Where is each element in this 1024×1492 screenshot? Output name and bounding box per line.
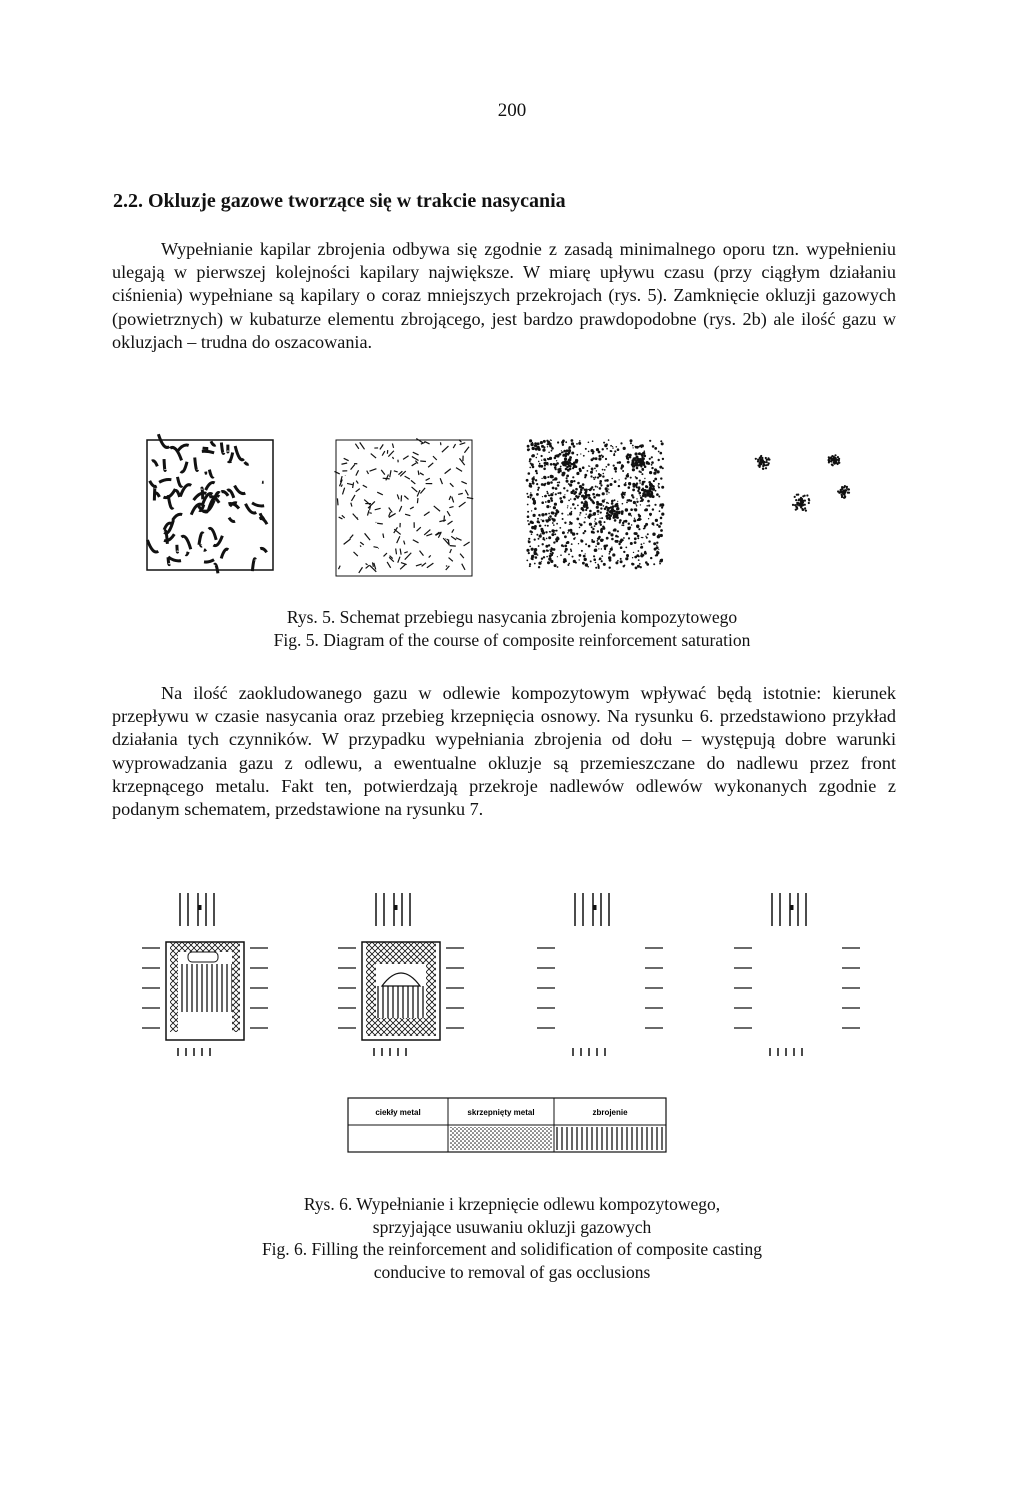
fig6-stage-2	[338, 893, 464, 1056]
paragraph-2	[112, 682, 896, 821]
fig6-stage-3	[537, 893, 663, 1056]
fig6-stage-1	[142, 893, 268, 1056]
page-number: 200	[497, 100, 527, 121]
legend-liquid-metal: ciekły metal	[375, 1108, 421, 1117]
figure-6-caption-pl-1: Rys. 6. Wypełnianie i krzepnięcie odlewu kompozytowego,	[303, 1194, 721, 1214]
figure-6-caption	[0, 1193, 1024, 1283]
figure-6-caption-en-1: Fig. 6. Filling the reinforcement and solidification of composite casting	[261, 1239, 763, 1259]
paragraph-1-text: Wypełnianie kapilar zbrojenia odbywa się zgodnie z zasadą minimalnego oporu tzn. wypełnieniu ulegają w pierwszej kolejności kapilary największe. W miarę upływu czasu (przy ciągłym działaniu ciśnienia) wypełniane są kapilary o coraz mniejszych przekrojach (rys. 5). Zamknięcie okluzji gazowych (powietrznych) w kubaturze elementu zbrojącego, jest bardzo prawdopodobne (rys. 2b) ale ilość gazu w okluzjach – trudna do oszacowania.	[112, 239, 896, 352]
section-heading: 2.2. Okluzje gazowe tworzące się w trakcie nasycania	[113, 190, 566, 212]
figure-5-caption	[0, 606, 1024, 651]
fig6-stage-4	[734, 893, 860, 1056]
figure-6-caption-en-2: conducive to removal of gas occlusions	[373, 1261, 651, 1282]
legend-solidified-metal: skrzepnięty metal	[467, 1108, 535, 1117]
paragraph-2-text: Na ilość zaokludowanego gazu w odlewie kompozytowym wpływać będą istotnie: kierunek przepływu w czasie nasycania oraz przebieg krzepnięcia osnowy. Na rysunku 6. przedstawiono przykład działania tych czynników. W przypadku wypełniania zbrojenia od dołu – występują dobre warunki wyprowadzania gazu z odlewu, a ewentualne okluzje są przemieszczane do nadlewu przez front krzepnącego metalu. Fakt ten, potwierdzają przekroje nadlewów odlewów wykonanych zgodnie z podanym schematem, przedstawione na rysunku 7.	[112, 683, 896, 820]
fig5-panel-1	[147, 434, 273, 573]
figure-5-caption-pl: Rys. 5. Schemat przebiegu nasycania zbrojenia kompozytowego	[286, 607, 738, 627]
legend-reinforcement-swatch	[556, 1127, 664, 1150]
figure-5-caption-en: Fig. 5. Diagram of the course of composite reinforcement saturation	[273, 629, 751, 650]
figure-6-caption-pl-2: sprzyjające usuwaniu okluzji gazowych	[372, 1216, 652, 1237]
fig5-panel-3	[526, 439, 665, 569]
fig5-panel-4	[755, 454, 850, 512]
fig6-legend	[348, 1098, 666, 1152]
legend-reinforcement: zbrojenie	[592, 1108, 628, 1117]
fig5-panel-2	[334, 439, 473, 576]
legend-solidified-swatch	[450, 1127, 552, 1150]
